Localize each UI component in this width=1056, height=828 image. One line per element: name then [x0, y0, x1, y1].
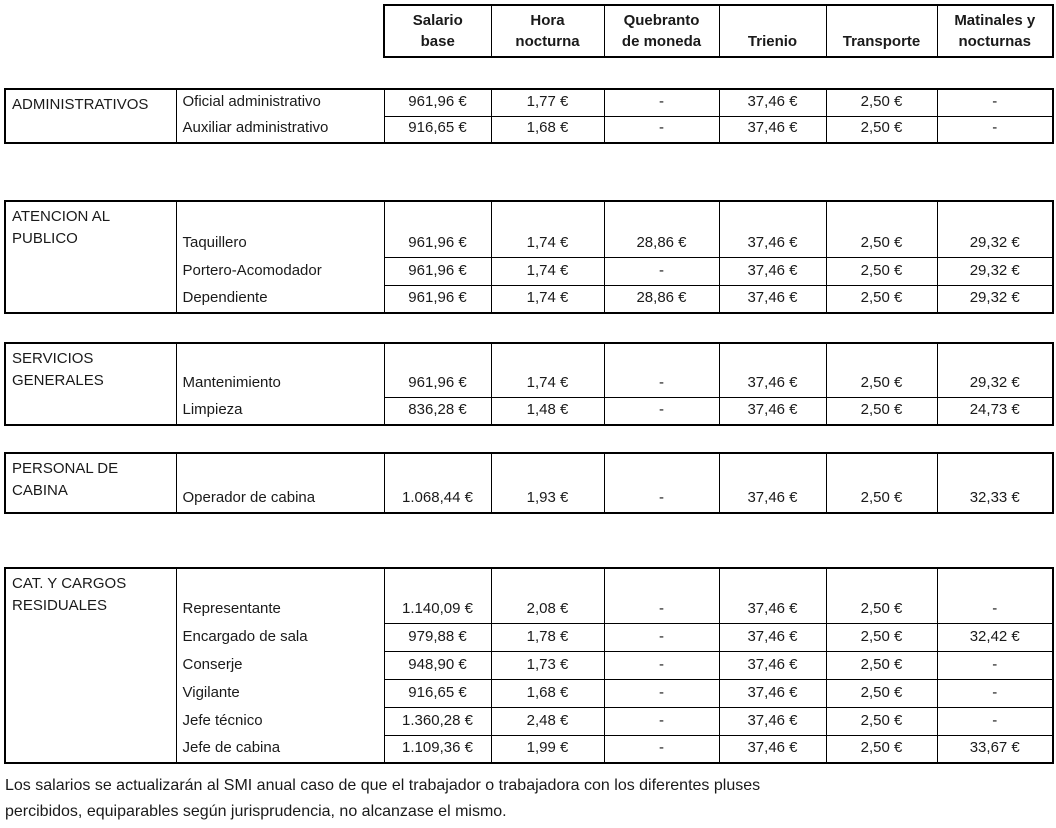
- group-label: [12, 458, 118, 502]
- value-cell-trienio: 37,46 €: [719, 397, 826, 425]
- value-cell-hora-nocturna: 1,74 €: [491, 285, 604, 313]
- value-cell-transporte: 2,50 €: [826, 89, 937, 116]
- header-salario-base-line: base: [420, 33, 455, 50]
- table-row: [5, 201, 1053, 257]
- value-cell-matinales-y-nocturnas: -: [937, 707, 1053, 735]
- job-cell-limpieza: Limpieza: [176, 397, 384, 425]
- value-cell-hora-nocturna: 1,93 €: [491, 453, 604, 513]
- job-cell-mantenimiento: Mantenimiento: [176, 343, 384, 397]
- header-cell-quebranto-de-moneda: [604, 5, 719, 57]
- value-cell-matinales-y-nocturnas: 29,32 €: [937, 257, 1053, 285]
- value-cell-salario-base: 948,90 €: [384, 651, 491, 679]
- group-label: [12, 573, 126, 617]
- job-cell-auxiliar-administrativo: Auxiliar administrativo: [176, 116, 384, 143]
- header-cell-salario-base: [384, 5, 491, 57]
- footer-note-line-1: Los salarios se actualizarán al SMI anual caso de que el trabajador o trabajadora con los diferentes pluses: [5, 777, 761, 794]
- value-cell-matinales-y-nocturnas: 24,73 €: [937, 397, 1053, 425]
- group-label-line: CABINA: [12, 482, 68, 499]
- value-cell-hora-nocturna: 1,68 €: [491, 116, 604, 143]
- group-label: [12, 94, 148, 116]
- value-cell-trienio: 37,46 €: [719, 651, 826, 679]
- value-cell-hora-nocturna: 1,74 €: [491, 343, 604, 397]
- group-label-line: ATENCION AL: [12, 208, 111, 225]
- value-cell-quebranto-de-moneda: -: [604, 568, 719, 623]
- table-row: [5, 89, 1053, 116]
- value-cell-transporte: 2,50 €: [826, 707, 937, 735]
- value-cell-quebranto-de-moneda: -: [604, 707, 719, 735]
- section-table-administrativos: [4, 88, 1054, 144]
- value-cell-hora-nocturna: 1,48 €: [491, 397, 604, 425]
- section-table-personal-de-cabina: [4, 452, 1054, 514]
- value-cell-salario-base: 836,28 €: [384, 397, 491, 425]
- job-cell-jefe-de-cabina: Jefe de cabina: [176, 735, 384, 763]
- value-cell-quebranto-de-moneda: 28,86 €: [604, 285, 719, 313]
- value-cell-transporte: 2,50 €: [826, 257, 937, 285]
- job-cell-portero-acomodador: Portero-Acomodador: [176, 257, 384, 285]
- header-quebranto-de-moneda-line: de moneda: [621, 33, 702, 50]
- value-cell-hora-nocturna: 1,74 €: [491, 257, 604, 285]
- job-cell-taquillero: Taquillero: [176, 201, 384, 257]
- job-cell-oficial-administrativo: Oficial administrativo: [176, 89, 384, 116]
- header-quebranto-de-moneda-line: Quebranto: [623, 12, 700, 29]
- value-cell-salario-base: 1.068,44 €: [384, 453, 491, 513]
- value-cell-matinales-y-nocturnas: -: [937, 679, 1053, 707]
- value-cell-transporte: 2,50 €: [826, 343, 937, 397]
- value-cell-transporte: 2,50 €: [826, 453, 937, 513]
- group-label-line: PERSONAL DE: [12, 460, 119, 477]
- value-cell-salario-base: 961,96 €: [384, 285, 491, 313]
- value-cell-hora-nocturna: 1,78 €: [491, 623, 604, 651]
- value-cell-transporte: 2,50 €: [826, 735, 937, 763]
- value-cell-trienio: 37,46 €: [719, 735, 826, 763]
- value-cell-hora-nocturna: 1,68 €: [491, 679, 604, 707]
- value-cell-matinales-y-nocturnas: -: [937, 116, 1053, 143]
- section-table-cat-y-cargos-residuales: [4, 567, 1054, 764]
- group-label-line: RESIDUALES: [12, 597, 108, 614]
- value-cell-matinales-y-nocturnas: -: [937, 568, 1053, 623]
- table-row: [5, 343, 1053, 397]
- value-cell-transporte: 2,50 €: [826, 679, 937, 707]
- value-cell-matinales-y-nocturnas: 29,32 €: [937, 285, 1053, 313]
- value-cell-trienio: 37,46 €: [719, 257, 826, 285]
- group-cell-administrativos: [5, 89, 176, 143]
- value-cell-transporte: 2,50 €: [826, 568, 937, 623]
- job-cell-conserje: Conserje: [176, 651, 384, 679]
- group-label-line: CAT. Y CARGOS: [12, 575, 127, 592]
- value-cell-matinales-y-nocturnas: 29,32 €: [937, 343, 1053, 397]
- value-cell-matinales-y-nocturnas: -: [937, 89, 1053, 116]
- value-cell-salario-base: 979,88 €: [384, 623, 491, 651]
- group-cell-servicios-generales: [5, 343, 176, 425]
- header-cell-matinales-y-nocturnas: [937, 5, 1053, 57]
- header-matinales-y-nocturnas-line: Matinales y: [954, 12, 1036, 29]
- value-cell-quebranto-de-moneda: -: [604, 679, 719, 707]
- value-cell-transporte: 2,50 €: [826, 623, 937, 651]
- value-cell-transporte: 2,50 €: [826, 201, 937, 257]
- value-cell-quebranto-de-moneda: 28,86 €: [604, 201, 719, 257]
- value-cell-quebranto-de-moneda: -: [604, 257, 719, 285]
- group-cell-atencion-al-publico: [5, 201, 176, 313]
- value-cell-trienio: 37,46 €: [719, 116, 826, 143]
- value-cell-trienio: 37,46 €: [719, 201, 826, 257]
- value-cell-hora-nocturna: 1,99 €: [491, 735, 604, 763]
- footer-note: [5, 773, 985, 825]
- header-matinales-y-nocturnas-line: nocturnas: [958, 33, 1031, 50]
- value-cell-quebranto-de-moneda: -: [604, 397, 719, 425]
- value-cell-transporte: 2,50 €: [826, 116, 937, 143]
- group-label-line: GENERALES: [12, 372, 104, 389]
- value-cell-matinales-y-nocturnas: 29,32 €: [937, 201, 1053, 257]
- value-cell-salario-base: 1.360,28 €: [384, 707, 491, 735]
- value-cell-quebranto-de-moneda: -: [604, 651, 719, 679]
- header-transporte-line: Transporte: [842, 33, 921, 50]
- job-cell-encargado-de-sala: Encargado de sala: [176, 623, 384, 651]
- value-cell-quebranto-de-moneda: -: [604, 116, 719, 143]
- value-cell-hora-nocturna: 2,48 €: [491, 707, 604, 735]
- header-trienio-line: Trienio: [747, 33, 798, 50]
- job-cell-representante: Representante: [176, 568, 384, 623]
- value-cell-quebranto-de-moneda: -: [604, 453, 719, 513]
- value-cell-trienio: 37,46 €: [719, 623, 826, 651]
- group-label-line: ADMINISTRATIVOS: [12, 96, 149, 113]
- section-table-atencion-al-publico: [4, 200, 1054, 314]
- header-hora-nocturna-line: Hora: [530, 12, 565, 29]
- value-cell-hora-nocturna: 1,74 €: [491, 201, 604, 257]
- value-cell-quebranto-de-moneda: -: [604, 623, 719, 651]
- value-cell-quebranto-de-moneda: -: [604, 735, 719, 763]
- value-cell-hora-nocturna: 1,77 €: [491, 89, 604, 116]
- group-label: [12, 348, 104, 392]
- section-table-servicios-generales: [4, 342, 1054, 426]
- value-cell-salario-base: 916,65 €: [384, 679, 491, 707]
- value-cell-transporte: 2,50 €: [826, 285, 937, 313]
- value-cell-hora-nocturna: 2,08 €: [491, 568, 604, 623]
- value-cell-transporte: 2,50 €: [826, 397, 937, 425]
- value-cell-quebranto-de-moneda: -: [604, 89, 719, 116]
- value-cell-matinales-y-nocturnas: -: [937, 651, 1053, 679]
- value-cell-matinales-y-nocturnas: 32,42 €: [937, 623, 1053, 651]
- job-cell-jefe-t-cnico: Jefe técnico: [176, 707, 384, 735]
- value-cell-matinales-y-nocturnas: 32,33 €: [937, 453, 1053, 513]
- job-cell-operador-de-cabina: Operador de cabina: [176, 453, 384, 513]
- value-cell-salario-base: 916,65 €: [384, 116, 491, 143]
- group-label: [12, 206, 110, 250]
- header-cell-trienio: [719, 5, 826, 57]
- value-cell-salario-base: 961,96 €: [384, 343, 491, 397]
- group-cell-cat-y-cargos-residuales: [5, 568, 176, 763]
- header-hora-nocturna-line: nocturna: [515, 33, 580, 50]
- header-cell-transporte: [826, 5, 937, 57]
- group-label-line: SERVICIOS: [12, 350, 94, 367]
- value-cell-salario-base: 961,96 €: [384, 257, 491, 285]
- value-cell-salario-base: 1.109,36 €: [384, 735, 491, 763]
- table-row: [5, 453, 1053, 513]
- table-row: [5, 568, 1053, 623]
- value-cell-trienio: 37,46 €: [719, 89, 826, 116]
- value-cell-trienio: 37,46 €: [719, 285, 826, 313]
- footer-note-line-2: percibidos, equiparables según jurisprudencia, no alcanzase el mismo.: [5, 803, 507, 820]
- column-header-table: [383, 4, 1054, 58]
- header-salario-base-line: Salario: [412, 12, 463, 29]
- value-cell-transporte: 2,50 €: [826, 651, 937, 679]
- value-cell-trienio: 37,46 €: [719, 453, 826, 513]
- job-cell-vigilante: Vigilante: [176, 679, 384, 707]
- value-cell-salario-base: 961,96 €: [384, 201, 491, 257]
- value-cell-hora-nocturna: 1,73 €: [491, 651, 604, 679]
- value-cell-salario-base: 961,96 €: [384, 89, 491, 116]
- value-cell-salario-base: 1.140,09 €: [384, 568, 491, 623]
- value-cell-trienio: 37,46 €: [719, 679, 826, 707]
- value-cell-trienio: 37,46 €: [719, 568, 826, 623]
- header-cell-hora-nocturna: [491, 5, 604, 57]
- value-cell-matinales-y-nocturnas: 33,67 €: [937, 735, 1053, 763]
- group-label-line: PUBLICO: [12, 230, 78, 247]
- group-cell-personal-de-cabina: [5, 453, 176, 513]
- value-cell-quebranto-de-moneda: -: [604, 343, 719, 397]
- value-cell-trienio: 37,46 €: [719, 707, 826, 735]
- value-cell-trienio: 37,46 €: [719, 343, 826, 397]
- job-cell-dependiente: Dependiente: [176, 285, 384, 313]
